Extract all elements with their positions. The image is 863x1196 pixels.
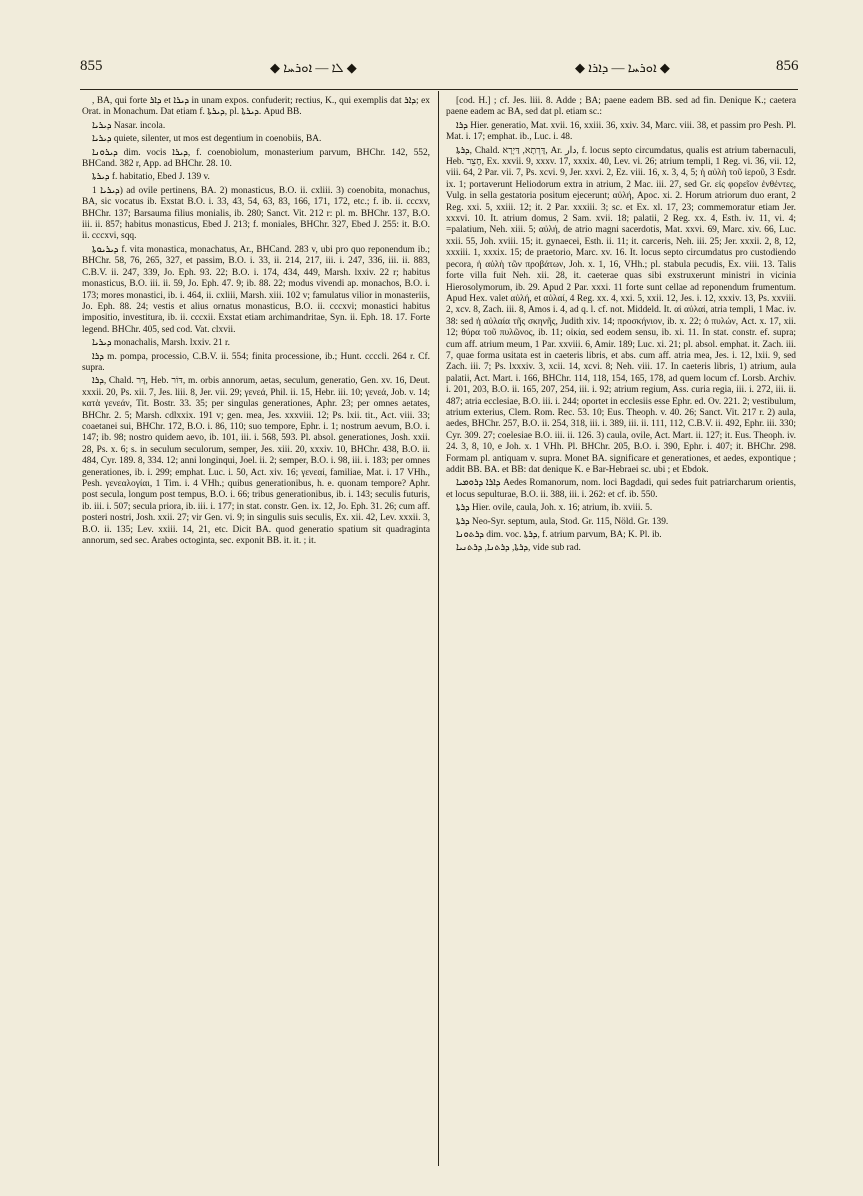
right-running-title: ◆ ܐܘܪܚܐ — ܕܐܪܐ ◆: [575, 60, 670, 75]
entry-pompa: ܕܪܐ m. pompa, processio, C.B.V. ii. 554; finita processione, ib.; Hunt. ccccli. 264 r. Cf. supra.: [82, 351, 430, 373]
entry-neo-syr: ܕܪܬܐ Neo-Syr. septum, aula, Stod. Gr. 115, Nöld. Gr. 139.: [456, 516, 669, 527]
entry-continuation-right: [cod. H.] ; cf. Jes. liii. 8. Adde ; BA; paene eadem BB. sed ad fin. Denique K.; caetera paene eadem ac BA, sed dat pl. etiam sc.:: [446, 96, 796, 118]
right-page-number: 856: [776, 58, 799, 74]
entry-atrium: ܕܪܬܐ, Chald. דָּרְתָא, דַּיְרָא, Ar. دار, f. locus septo circumdatus, qualis est atrium tabernaculi, Heb. חָצֵר, Ex. xxvii. 9, xxxv. 17, xxxix. 40, Lev. vi. 26; atrium templi, 1 Reg. vi. 36, vii. 12, viii. 64, 2 Par. vii. 7, Ps. xcvi. 9, Jer. xxvi. 2, Ez. viii. 16, x. 3, 4, 5; ἡ αὐλὴ τοῦ ἱεροῦ, 3 Esdr. ix. 1; portaverunt Heliodorum extra in atrium, 2 Mac. iii. 27, sed Gr. εἰς φορεῖον ἐνθέντες, Vulg. in sella gestatoria positum ejecerunt; αὐλή, Apoc. xi. 2. Horum atriorum duo erant, 2 Reg. xxi. 5, xxiii. 12; it. 2 Par. xxxiii. 3; sc. et Ex. xl. 17, 23; commemoratur etiam Jer. xxxvi. 10. It. atrium domus, 2 Sam. xvii. 18; palatii, 2 Reg. xx. 4, Esth. iv. 11, vi. 4; =palatium, Neh. xiii. 5; αὐλή, de atrio magni sacerdotis, Mat. xxvi. 69, Marc. xiv. 66, Luc. xxii. 55, Joh. xviii. 15; it. gynaecei, Esth. ii. 11; it. carceris, Neh. iii. 25; Jer. xxxii. 2, 8, 12, xxxiii. 1, xxxix. 15; de praetorio, Marc. xv. 16. It. locus septo circumdatus pro custodiendo pecora, ἡ αὐλὴ τῶν προβάτων, Joh. x. 1, 16, VHh.; pl. stabula pecudis, Ex. viii. 13. Talis forte villa fuit Neh. xii. 28, it. caeterae quas sibi exstruxerunt ministri in vicinia Hierosolymorum, ib. 29. Apud 2 Par. xxxi. 11 forte sunt cellae ad reponendum frumentum. Apud Hex. valet αὐλή, et αὐλαί, 4 Reg. xx. 4, xxi. 5, xxii. 12, Jes. i. 12, xxxiv. 13, Ps. xxviii. 2, xcv. 8, Zach. iii. 8, Amos i. 4, ad q. l. cf. not. Middeld. It. αἱ αὐλαί, atria templi, 1 Mac. iv. 38: sed ἡ αὐλαία τῆς σκηνῆς, Judith xiv. 14; προσκήνιον, ib. x. 22; ὁ πυλών, Act. x. 17, xii. 12; θύρα τοῦ πυλῶνος, ib. 11; οἰκία, sed eodem sensu, ib. xi. 11. In stat. constr. ef. supra; cum aff. atrium meum, 1 Par. xxviii. 6, Amir. 189; Luc. xi. 21; pl. absol. emphat. it. Zach. iii. 7, quae forma usitata est in caeteris libris, et abs. cum aff. atria mea, Jes. i. 12, lxii. 9, sed Zach. iii. 7; Ps. lxxxiv. 3, xcii. 14, xcvi. 8; Neh. viii. 17. In caeteris libris, 1) atrium, aula palatii, Act. Mart. i. 166, BHChr. 114, 118, 154, 165, 178, ad quem locum cf. Lorsb. Archiv. i. 201, 203, B.O. ii. 165, 207, 254, iii. i. 92; atrium regium, Ass. curia regia, iii. i. 272, iii. ii. 487; atria ecclesiae, B.O. iii. i. 244; oportet in ecclesiis esse Ephr. ed. Ov. 221. 2; vestibulum, atrium exterius, Clem. Rom. Rec. 53. 10; Eus. Theoph. v. 40. 26; Sanct. Vit. 217 r. 2) aula, aedes, BHChr. 257, B.O. ii. 254, 318, iii. i. 389, iii. ii. 111, 112, C.B.V. ii. 492, Ephr. iii. 330; Cyr. 309. 27; coelesiae B.O. iii. ii. 126. 3) caula, ovile, Act. Mart. ii. 127; it. Eus. Theoph. iv. 24. 3, 8, 10, e Joh. x. 1 VHh. Pl. BHChr. 205, B.O. i. 390, Ephr. i. 407; it. BHChr. 298. Formam pl. antiquam v. supra. Monet BA. significare et generationes, et aedes, expontique ; addit BB. BA. et BB: dat denique K. e Bar-Hebraei sc. ubi ; et Ebdok.: [446, 145, 796, 475]
left-column: [82, 96, 430, 1164]
left-running-title: ◆ ܠܐ — ܐܘܪܚܐ ◆: [270, 60, 357, 75]
entry-vide-sub-rad: ܕܪܬܐ, ܕܪܬܢܐ, ܕܪܬܢܝܐ, vide sub rad.: [456, 543, 581, 554]
entry-habitatio: ܕܝܪܬܐ f. habitatio, Ebed J. 139 v.: [92, 172, 210, 183]
entry-hier-ovile: ܕܪܬܐ Hier. ovile, caula, Joh. x. 16; atrium, ib. xviii. 5.: [456, 503, 653, 514]
entry-atrium-parvum: ܕܪܬܘܢܐ dim. voc. ܕܪܬܐ, f. atrium parvum, BA; K. Pl. ib.: [456, 530, 662, 541]
header-rule: [80, 89, 798, 90]
entry-quiete: ܕܝܪܝܐ quiete, silenter, ut mos est degentium in coenobiis, BA.: [92, 134, 322, 145]
entry-generatio: ܕܪܐ, Chald. דָּר, Heb. דּוֹר, m. orbis annorum, aetas, seculum, generatio, Gen. xv. 16, Deut. xxxii. 20, Ps. xii. 7, Jes. liii. 8, Jer. vii. 29; γενεά, Phil. ii. 15, Hebr. iii. 10; γενεά, Job. v. 14; κατὰ γενεάν, Tit. Bostr. 33. 35; per singulas generationes, Aphr. 23; per omnes aetates, BHChr. 2. 5; Marsh. cdlxxix. 191 v; gen. mea, Jes. xxxviii. 12; Ps. lxii. tit., Act. viii. 33; coaetanei sui, BHChr. 172, B.O. i. 86, 110; suo tempore, Ephr. i. 1; nostrum aevum, B.O. i. 147; ib. 98; nostro quidem aevo, ib. 101, iii. i. 568, 593. Pl. absol. generationes, Josh. xxii. 28, Ps. x. 6; s. in seculum seculorum, semper, Jes. xiii. 20, xxxiv. 10, BHChr. 438, B.O. ii. 484, Cyr. 189. 8, 334. 12; anni longinqui, Joel. ii. 2; semper, B.O. i. 98, iii. i. 183; per omnes generationes, ib. i. 299; emphat. Luc. i. 50, Act. xiv. 16; γενεαί, familiae, Mat. i. 17 VHh., Pesh. γενεαλογίαι, 1 Tim. i. 4 VHh.; quibus generationibus, h. e. quonam tempore? Aphr. post secula, longum post tempus, B.O. i. 66; tribus generationibus, ib. i. 143; seculis futuris, ib. iii. i. 507; secula priora, ib. iii. i. 177; in stat. constr. Gen. ix. 12, Jo. Eph. 31. 26; cum aff. posteri nostri, Josh. xxii. 27; vir Gen. vi. 9; in singulis suis seculis, Ex. xii. 42, Lev. xxxii. 3, B.O. ii. 135; Lev. xxiii. 14, 21, etc. Dicit BA. quod generatio spatium sit quadraginta annorum, sed sec. Arabes octoginta, sec. exponit BB. it. it. ; it.: [82, 376, 430, 547]
entry-aedes-romanorum: ܕܐܪܐ ܕܪܘܡܝܐ Aedes Romanorum, nom. loci Bagdadi, qui sedes fuit patriarcharum orientis, et locus sepulturae, B.O. ii. 388, iii. i. 262: et cf. ib. 550.: [446, 478, 796, 500]
entry-hier-generatio: ܕܪܐ Hier. generatio, Mat. xvii. 16, xxiii. 36, xxiv. 34, Marc. viii. 38, et passim pro Pesh. Pl. Mat. i. 17; emphat. ib., Luc. i. 48.: [446, 120, 796, 143]
column-divider: [438, 91, 439, 1166]
entry-vita-monastica: ܕܝܪܝܘܬܐ f. vita monastica, monachatus, Ar., BHCand. 283 v, ubi pro quo reponendum ib.; BHChr. 58, 76, 265, 327, et passim, B.O. i. 33, ii. 214, 217, iii. i. 247, 336, iii. ii. 883, C.B.V. ii. 247, 339, Jo. Eph. 93. 22; B.O. i. 174, 434, 449, Marsh. lxxiv. 22 r; habitus monasticus, B.O. iii. ii. 59, Jo. Eph. 47. 9; ib. 88. 22; modus vivendi ap. monachos, B.O. i. 173; mores monastici, ib. i. 464, ii. cxliii, Marsh. xiii. 102 v; famulatus vilior in monasteriis, Jo. Eph. 88. 24; vestis et alius ornatus monasticus, B.O. ii. cccxvi; monastici habitus impositio, investitura, ib. ii. cccxii. Exstat etiam archimandritae, Syn. ii. Eph. 18. 17. Forte legend. BHChr. 405, sed cod. Vat. clxvii.: [82, 244, 430, 335]
entry-coenobiolum: ܕܝܪܘܢܐ dim. vocis ܕܝܪܐ, f. coenobiolum, monasterium parvum, BHChr. 142, 552, BHCand. 382 r, App. ad BHChr. 28. 10.: [82, 147, 430, 170]
left-page-number: 855: [80, 58, 103, 74]
page-header: [0, 0, 863, 90]
entry-continuation: , BA, qui forte ܕܐܪ et ܕܝܪܐ in unam expos. confuderit; rectius, K., qui exemplis dat ܕܐܪ; ex Orat. in Monachum. Dat etiam f. ܕܝܪܬܐ, pl. ܕܝܪܬܐ. Apud BB.: [82, 96, 430, 118]
entry-nasar-incola: ܕܝܪܝܐ Nasar. incola.: [92, 120, 166, 131]
right-column: [446, 96, 796, 1164]
entry-monachalis: ܕܝܪܝܐ monachalis, Marsh. lxxiv. 21 r.: [92, 338, 230, 349]
entry-monasticus: ܕܝܪܝܐ 1) ad ovile pertinens, BA. 2) monasticus, B.O. ii. cxliii. 3) coenobita, monachus, BA, sic vocatus ib. Exstat B.O. i. 33, 43, 54, 63, 83, 166, 171, 172, etc.; f. ib. ii. cccxv, BHChr. 137; Barsauma filius monialis, ib. 280; Sanct. Vit. 212 r: pl. m. BHChr. 137, B.O. iii. ii. 857; habitus monasticus, Ebed J. 213; f. moniales, BHChr. 327, Ebed J. 255: it. B.O. ii. cccxvi, sqq.: [82, 185, 430, 242]
